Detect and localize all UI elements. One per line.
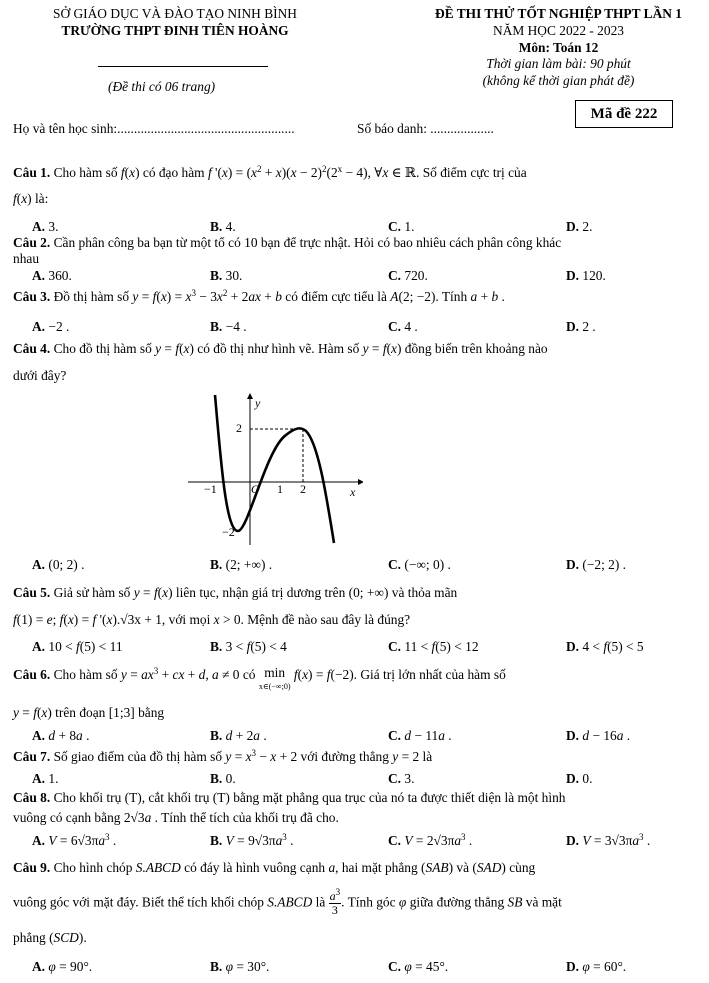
q3-option-b[interactable]: B. −4 .	[210, 319, 247, 334]
q9-option-b[interactable]: B. φ = 30°.	[210, 959, 270, 974]
q7-option-a[interactable]: A. 1.	[32, 771, 59, 786]
question-7: Câu 7. Số giao điểm của đồ thị hàm số $y = x^3 - x + 2$ với đường thẳng y = 2 là	[13, 748, 433, 764]
q1-option-d[interactable]: D. 2.	[566, 219, 593, 234]
q8-option-c[interactable]: C. $V = 2√3\pi a^3$ .	[388, 832, 473, 848]
y-label: y	[255, 396, 261, 410]
q4-option-b[interactable]: B. (2; +∞) .	[210, 557, 273, 572]
question-9-line2: vuông góc với mặt đáy. Biết thể tích khối chóp S.ABCD là $\frac{a^3}{3}$ . Tính góc φ giữa đường thẳng SB và mặt	[13, 887, 562, 917]
q5-option-b[interactable]: B. 3 < f(5) < 4	[210, 639, 287, 654]
q5-option-a[interactable]: A. 10 < f(5) < 11	[32, 639, 123, 654]
question-9: Câu 9. Cho hình chóp S.ABCD có đáy là hình vuông cạnh a, hai mặt phẳng (SAB) và (SAD) cùng	[13, 860, 536, 875]
question-8: Câu 8. Cho khối trụ (T), cắt khối trụ (T) bằng mặt phẳng qua trục của nó ta được thiết diện là một hình	[13, 790, 566, 805]
subject: Môn: Toán 12	[518, 39, 599, 55]
question-9-line3: phẳng (SCD).	[13, 930, 87, 945]
q8-option-a[interactable]: A. $V = 6√3\pi a^3$ .	[32, 832, 117, 848]
y-tick-minus2: −2	[222, 525, 235, 539]
q9-option-a[interactable]: A. φ = 90°.	[32, 959, 93, 974]
question-2-line2: nhau	[13, 251, 40, 266]
question-8-line2: vuông có cạnh bằng 2√3a . Tính thể tích của khối trụ đã cho.	[13, 810, 339, 825]
question-1-line2: f(x) là:	[13, 191, 49, 206]
x-axis-arrow	[358, 479, 363, 485]
x-tick-2: 2	[300, 482, 306, 496]
duration: Thời gian làm bài: 90 phút	[486, 56, 631, 72]
q6-option-b[interactable]: B. d + 2a .	[210, 728, 267, 743]
question-5: Câu 5. Giả sử hàm số y = f(x) liên tục, nhận giá trị dương trên (0; +∞) và thỏa mãn	[13, 585, 458, 600]
q1-option-c[interactable]: C. 1.	[388, 219, 415, 234]
y-axis-arrow	[247, 393, 253, 399]
q2-option-b[interactable]: B. 30.	[210, 268, 243, 283]
exam-title: ĐỀ THI THỬ TỐT NGHIỆP THPT LẦN 1	[435, 6, 682, 21]
student-id-field: Số báo danh: ...................	[357, 121, 494, 136]
q6-option-a[interactable]: A. d + 8a .	[32, 728, 90, 743]
q3-option-a[interactable]: A. −2 .	[32, 319, 70, 334]
school-name: TRƯỜNG THPT ĐINH TIÊN HOÀNG	[61, 22, 289, 38]
header-right	[408, 6, 709, 90]
question-6: Câu 6. Cho hàm số $y = ax^3$ + cx + d, a ≠ 0 có min x∈(−∞;0) f(x) = f(−2). Giá trị lớn nhất của hàm số	[13, 665, 506, 691]
department: SỞ GIÁO DỤC VÀ ĐÀO TẠO NINH BÌNH	[53, 6, 297, 21]
origin-label: O	[251, 482, 260, 496]
q9-option-d[interactable]: D. φ = 60°.	[566, 959, 627, 974]
page-count: (Đề thi có 06 trang)	[108, 79, 216, 94]
q2-option-c[interactable]: C. 720.	[388, 268, 428, 283]
q3-option-d[interactable]: D. 2 .	[566, 319, 596, 334]
q1-option-a[interactable]: A. 3.	[32, 219, 59, 234]
q4-option-a[interactable]: A. (0; 2) .	[32, 557, 85, 572]
question-6-line2: y = f(x) trên đoạn [1;3] bằng	[13, 705, 165, 720]
x-tick-1: 1	[277, 482, 283, 496]
x-label: x	[350, 485, 356, 499]
duration-note: (không kể thời gian phát đề)	[482, 73, 635, 88]
q6-option-d[interactable]: D. d − 16a .	[566, 728, 631, 743]
question-5-line2: f(1) = e; f(x) = f '(x).√3x + 1, với mọi x > 0. Mệnh đề nào sau đây là đúng?	[13, 612, 411, 627]
question-3: Câu 3. Đồ thị hàm số $y = f(x) = x^3 - 3x^2 + 2ax + b$ có điểm cực tiểu là A(2; −2). Tính a + b .	[13, 288, 505, 304]
q3-option-c[interactable]: C. 4 .	[388, 319, 418, 334]
x-tick-minus1: −1	[204, 482, 217, 496]
q4-option-d[interactable]: D. (−2; 2) .	[566, 557, 627, 572]
graph-curve	[215, 395, 334, 543]
y-tick-2: 2	[236, 421, 242, 435]
function-graph	[188, 393, 363, 548]
question-1: Câu 1. Cho hàm số f(x) có đạo hàm f '$(x) = (x^2 + x)(x - 2)^2(2^x - 4)$, ∀x ∈ ℝ. Số điểm cực trị của	[13, 164, 527, 180]
school-year: NĂM HỌC 2022 - 2023	[493, 22, 624, 38]
question-4-line2: dưới đây?	[13, 368, 67, 383]
q7-option-b[interactable]: B. 0.	[210, 771, 236, 786]
q6-option-c[interactable]: C. d − 11a .	[388, 728, 452, 743]
q7-option-c[interactable]: C. 3.	[388, 771, 415, 786]
q2-option-a[interactable]: A. 360.	[32, 268, 72, 283]
divider	[98, 66, 268, 67]
q1-option-b[interactable]: B. 4.	[210, 219, 236, 234]
q8-option-d[interactable]: D. $V = 3√3\pi a^3$ .	[566, 832, 651, 848]
question-2: Câu 2. Cần phân công ba bạn từ một tổ có 10 bạn để trực nhật. Hỏi có bao nhiêu cách phân công khác	[13, 235, 562, 250]
student-name-field: Họ và tên học sinh:.....................................................	[13, 121, 295, 136]
q5-option-d[interactable]: D. 4 < f(5) < 5	[566, 639, 644, 654]
question-4: Câu 4. Cho đồ thị hàm số y = f(x) có đồ thị như hình vẽ. Hàm số y = f(x) đồng biến trên khoảng nào	[13, 341, 548, 356]
exam-code: Mã đề 222	[575, 100, 673, 128]
q5-option-c[interactable]: C. 11 < f(5) < 12	[388, 639, 479, 654]
q4-option-c[interactable]: C. (−∞; 0) .	[388, 557, 451, 572]
header-left	[0, 6, 350, 40]
q7-option-d[interactable]: D. 0.	[566, 771, 593, 786]
q9-option-c[interactable]: C. φ = 45°.	[388, 959, 449, 974]
q2-option-d[interactable]: D. 120.	[566, 268, 606, 283]
q8-option-b[interactable]: B. $V = 9√3\pi a^3$ .	[210, 832, 294, 848]
